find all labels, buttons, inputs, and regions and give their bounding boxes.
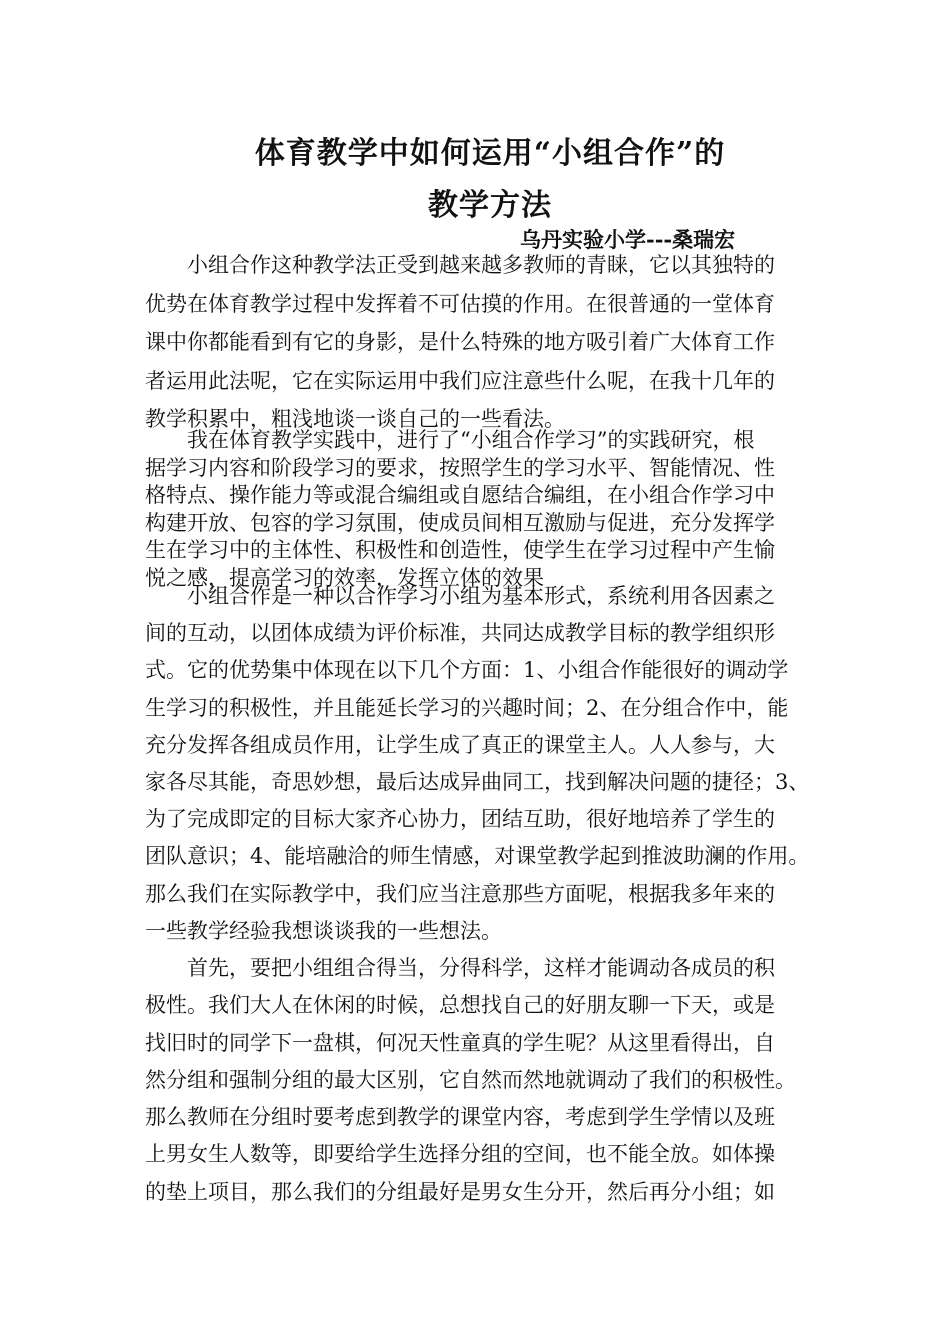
paragraph-line: 小组合作这种教学法正受到越来越多教师的青睐，它以其独特的: [145, 253, 775, 277]
paragraph-line: 首先，要把小组组合得当，分得科学，这样才能调动各成员的积: [145, 956, 775, 980]
paragraph-line: 悦之感，提高学习的效率，发挥立体的效果: [145, 565, 544, 590]
paragraph-line: 为了完成即定的目标大家齐心协力，团结互助，很好地培养了学生的: [145, 807, 775, 832]
paragraph-line: 生在学习中的主体性、积极性和创造性，使学生在学习过程中产生愉: [145, 538, 775, 562]
paragraph-line: 间的互动，以团体成绩为评价标准，共同达成教学目标的教学组织形: [145, 621, 775, 646]
paragraph-line: 式。它的优势集中体现在以下几个方面：1、小组合作能很好的调动学: [145, 658, 789, 683]
paragraph-line: 团队意识；4、能培融洽的师生情感，对课堂教学起到推波助澜的作用。: [145, 844, 810, 869]
paragraph-line: 优势在体育教学过程中发挥着不可估摸的作用。在很普通的一堂体育: [145, 291, 775, 316]
paragraph-1: [145, 246, 815, 439]
paragraph-line: 教学积累中，粗浅地谈一谈自己的一些看法。: [145, 407, 565, 431]
paragraph-line: 极性。我们大人在休闲的时候，总想找自己的好朋友聊一下天，或是: [145, 993, 775, 1018]
paragraph-line: 者运用此法呢，它在实际运用中我们应注意些什么呢，在我十几年的: [145, 368, 775, 393]
paragraph-line: 然分组和强制分组的最大区别，它自然而然地就调动了我们的积极性。: [145, 1067, 796, 1092]
paragraph-3: [145, 578, 815, 950]
paragraph-line: 生学习的积极性，并且能延长学习的兴趣时间；2、在分组合作中，能: [145, 695, 789, 720]
paragraph-line: 那么教师在分组时要考虑到教学的课堂内容，考虑到学生学情以及班: [145, 1105, 775, 1130]
author-line: 乌丹实验小学---桑瑞宏: [520, 227, 736, 252]
paragraph-line: 家各尽其能，奇思妙想，最后达成异曲同工，找到解决问题的捷径；3、: [145, 770, 810, 795]
paragraph-line: 据学习内容和阶段学习的要求，按照学生的学习水平、智能情况、性: [145, 455, 775, 480]
paragraph-line: 找旧时的同学下一盘棋，何况天性童真的学生呢？从这里看得出，自: [145, 1030, 775, 1055]
paragraph-line: 我在体育教学实践中，进行了“小组合作学习”的实践研究，根: [145, 428, 755, 452]
paragraph-line: 充分发挥各组成员作用，让学生成了真正的课堂主人。人人参与，大: [145, 732, 775, 757]
paragraph-line: 一些教学经验我想谈谈我的一些想法。: [145, 918, 502, 943]
document-title-line-2: 教学方法: [428, 188, 552, 223]
paragraph-line: 课中你都能看到有它的身影，是什么特殊的地方吸引着广大体育工作: [145, 330, 775, 354]
document-title-line-1: 体育教学中如何运用“小组合作”的: [254, 136, 726, 171]
paragraph-line: 格特点、操作能力等或混合编组或自愿结合编组，在小组合作学习中: [145, 483, 775, 507]
paragraph-4: [145, 950, 815, 1211]
paragraph-line: 构建开放、包容的学习氛围，使成员间相互激励与促进，充分发挥学: [145, 510, 775, 535]
paragraph-line: 那么我们在实际教学中，我们应当注意那些方面呢，根据我多年来的: [145, 881, 775, 906]
paragraph-line: 上男女生人数等，即要给学生选择分组的空间，也不能全放。如体操: [145, 1142, 775, 1167]
paragraph-line: 小组合作是一种以合作学习小组为基本形式，系统利用各因素之: [145, 584, 775, 608]
paragraph-line: 的垫上项目，那么我们的分组最好是男女生分开，然后再分小组；如: [145, 1179, 775, 1204]
paragraph-2: [145, 427, 815, 592]
